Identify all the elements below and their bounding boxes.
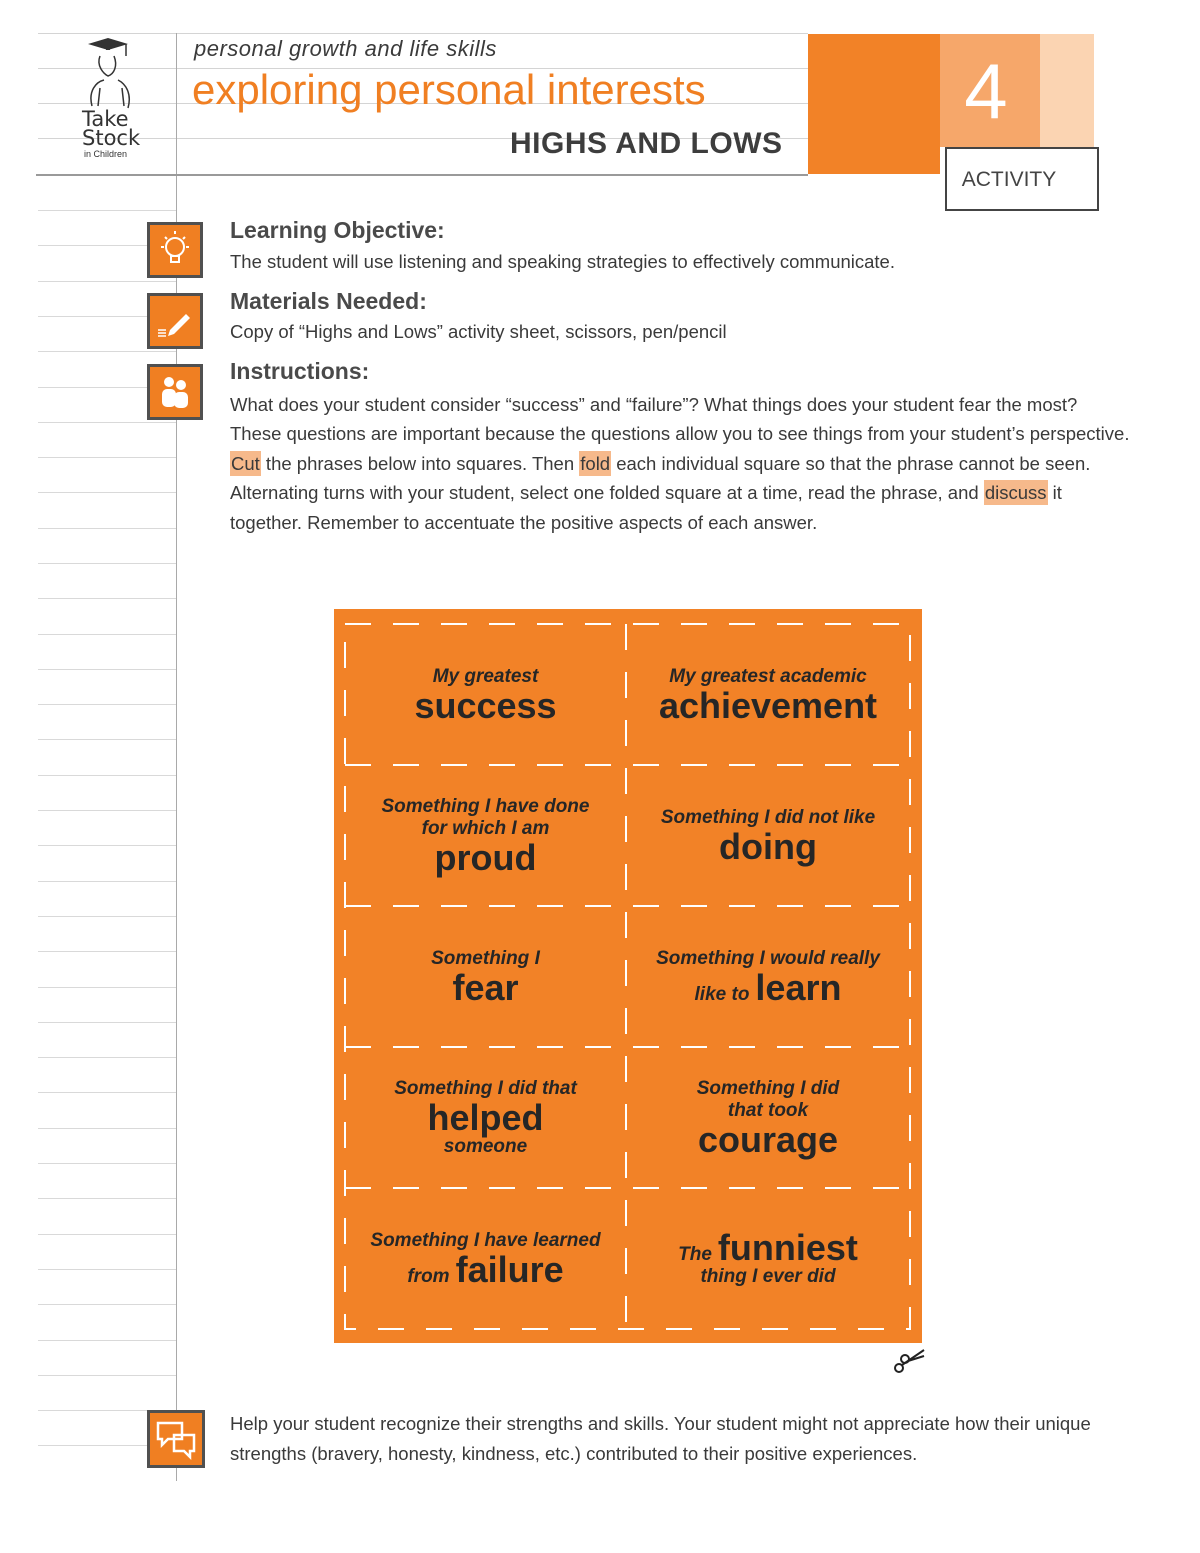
margin-ruled-line [38,210,176,211]
pencil-icon [150,296,200,346]
card-achievement: My greatest academic achievement [658,665,878,726]
objective-icon-box [147,222,203,278]
margin-ruled-line [38,1057,176,1058]
highlight-cut: Cut [231,452,260,474]
margin-ruled-line [38,704,176,705]
highlight-discuss: discuss [984,482,1047,504]
header-ruled-line [38,33,808,34]
margin-ruled-line [38,457,176,458]
margin-ruled-line [38,1304,176,1305]
margin-ruled-line [38,563,176,564]
section-kicker: personal growth and life skills [194,36,497,61]
speech-bubbles-icon [150,1413,202,1465]
tip-text: Help your student recognize their strengths and skills. Your student might not appreciate how their unique strengths (bravery, honesty, kindness, etc.) contributed to their positive experiences. [230,1413,1091,1464]
margin-ruled-line [38,881,176,882]
header-color-block [808,34,940,174]
card-proud: Something I have done for which I am proud [381,795,590,878]
margin-ruled-line [38,916,176,917]
margin-ruled-line [38,281,176,282]
objective-heading: Learning Objective: [230,217,445,243]
margin-ruled-line [38,775,176,776]
margin-ruled-line [38,598,176,599]
margin-ruled-line [38,987,176,988]
scissors-icon [890,1346,926,1376]
materials-icon-box [147,293,203,349]
page-title: exploring personal interests [192,66,706,113]
phrase-card-sheet [334,609,922,1343]
tip-icon-box [147,1410,205,1468]
margin-ruled-line [38,351,176,352]
activity-number: 4 [964,47,1008,135]
margin-ruled-line [38,1022,176,1023]
instructions-icon-box [147,364,203,420]
margin-ruled-line [38,422,176,423]
card-doing: Something I did not like doing [660,806,876,867]
card-helped: Something I did that helped someone [394,1077,577,1157]
margin-ruled-line [38,1128,176,1129]
highlight-fold: fold [580,452,611,474]
margin-ruled-line [38,528,176,529]
margin-ruled-line [38,669,176,670]
logo-wordmark: Take Stock [82,107,141,150]
logo-tagline: in Children [84,149,128,159]
materials-text: Copy of “Highs and Lows” activity sheet, scissors, pen/pencil [230,321,727,342]
margin-ruled-line [38,1234,176,1235]
materials-heading: Materials Needed: [230,288,427,314]
activity-label: ACTIVITY [961,168,1057,191]
card-fear: Something I fear [431,947,540,1008]
card-learn: Something I would really like to learn [656,947,880,1008]
card-funniest: The funniest thing I ever did [678,1226,858,1287]
activity-subtitle: HIGHS AND LOWS [510,127,783,160]
card-failure: Something I have learned from failure [370,1229,601,1290]
margin-ruled-line [38,1375,176,1376]
people-icon [150,367,200,417]
card-courage: Something I did that took courage [696,1077,840,1160]
objective-text: The student will use listening and speaking strategies to effectively communicate. [230,251,895,272]
margin-ruled-line [38,1198,176,1199]
margin-ruled-line [38,951,176,952]
instructions-text: What does your student consider “success” and “failure”? What things does your student fear the most? These questions are important because the questions allow you to see things from your student’s perspective. Cut the phrases below into squares. Then fold each individual square so that the phrase cannot be seen. Alternating turns with your student, select one folded square at a time, read the phrase, and discuss it together. Remember to accentuate the positive aspects of each answer. [230,394,1130,533]
margin-ruled-line [38,810,176,811]
instructions-heading: Instructions: [230,358,370,384]
margin-ruled-line [38,1340,176,1341]
header-color-block-pale [1040,34,1094,147]
lightbulb-icon [150,225,200,275]
header-divider [36,174,808,176]
margin-ruled-line [38,1163,176,1164]
margin-ruled-line [38,492,176,493]
margin-ruled-line [38,1092,176,1093]
margin-ruled-line [38,739,176,740]
card-success: My greatest success [414,665,557,726]
margin-ruled-line [38,634,176,635]
margin-ruled-line [38,1269,176,1270]
margin-ruled-line [38,845,176,846]
